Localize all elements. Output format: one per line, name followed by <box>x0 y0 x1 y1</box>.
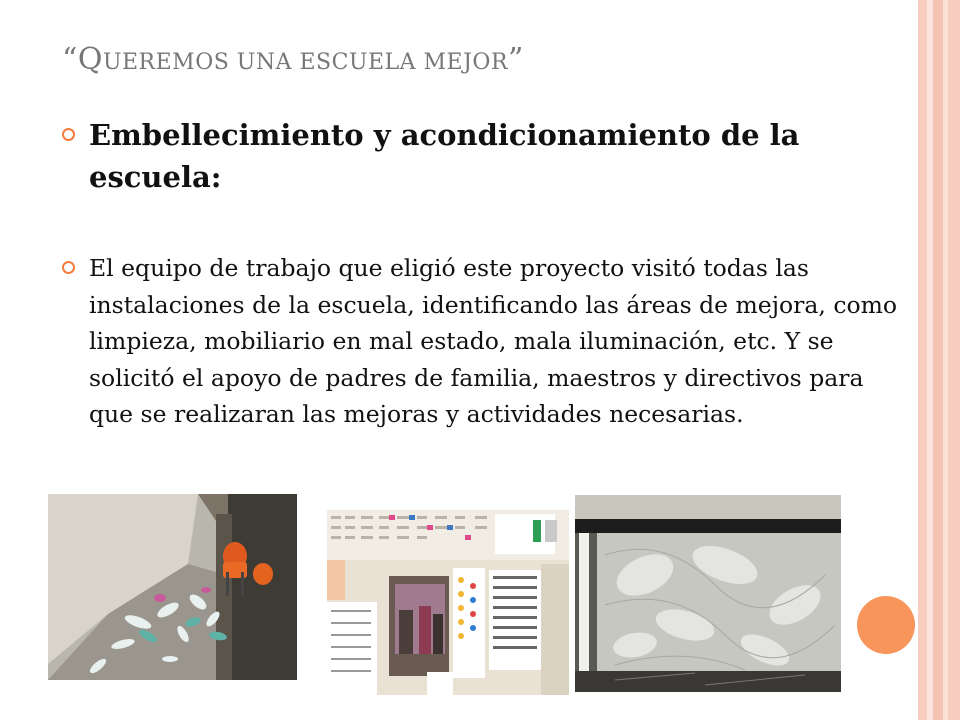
window-lace-curtain-photo <box>575 495 841 692</box>
classroom-corner-trash-photo <box>48 494 297 680</box>
bullet-circle-icon <box>62 128 75 141</box>
title-close-quote: ” <box>508 42 524 77</box>
classroom-wall-posters-photo <box>327 510 569 695</box>
title-first-letter: Q <box>77 42 103 77</box>
bullet-heading-text: Embellecimiento y acondicionamiento de la escuela: <box>89 118 800 194</box>
bullet-body-text: El equipo de trabajo que eligió este proyecto visitó todas las instalaciones de la escuela, identificando las áreas de mejora, como limpieza, mobiliario en mal estado, mala iluminación, etc. Y se solicitó el apoyo de padres de familia, maestros y directivos para que se realizaran las mejoras y actividades necesarias. <box>89 254 898 428</box>
bullet-heading <box>62 114 892 198</box>
decorative-stripes <box>918 0 960 720</box>
bullet-body <box>62 250 902 433</box>
title-rest: UEREMOS UNA ESCUELA MEJOR <box>102 50 509 75</box>
title-open-quote: “ <box>62 42 78 77</box>
slide-title <box>62 42 524 77</box>
bullet-circle-icon <box>62 261 75 274</box>
decorative-orange-circle <box>857 596 915 654</box>
